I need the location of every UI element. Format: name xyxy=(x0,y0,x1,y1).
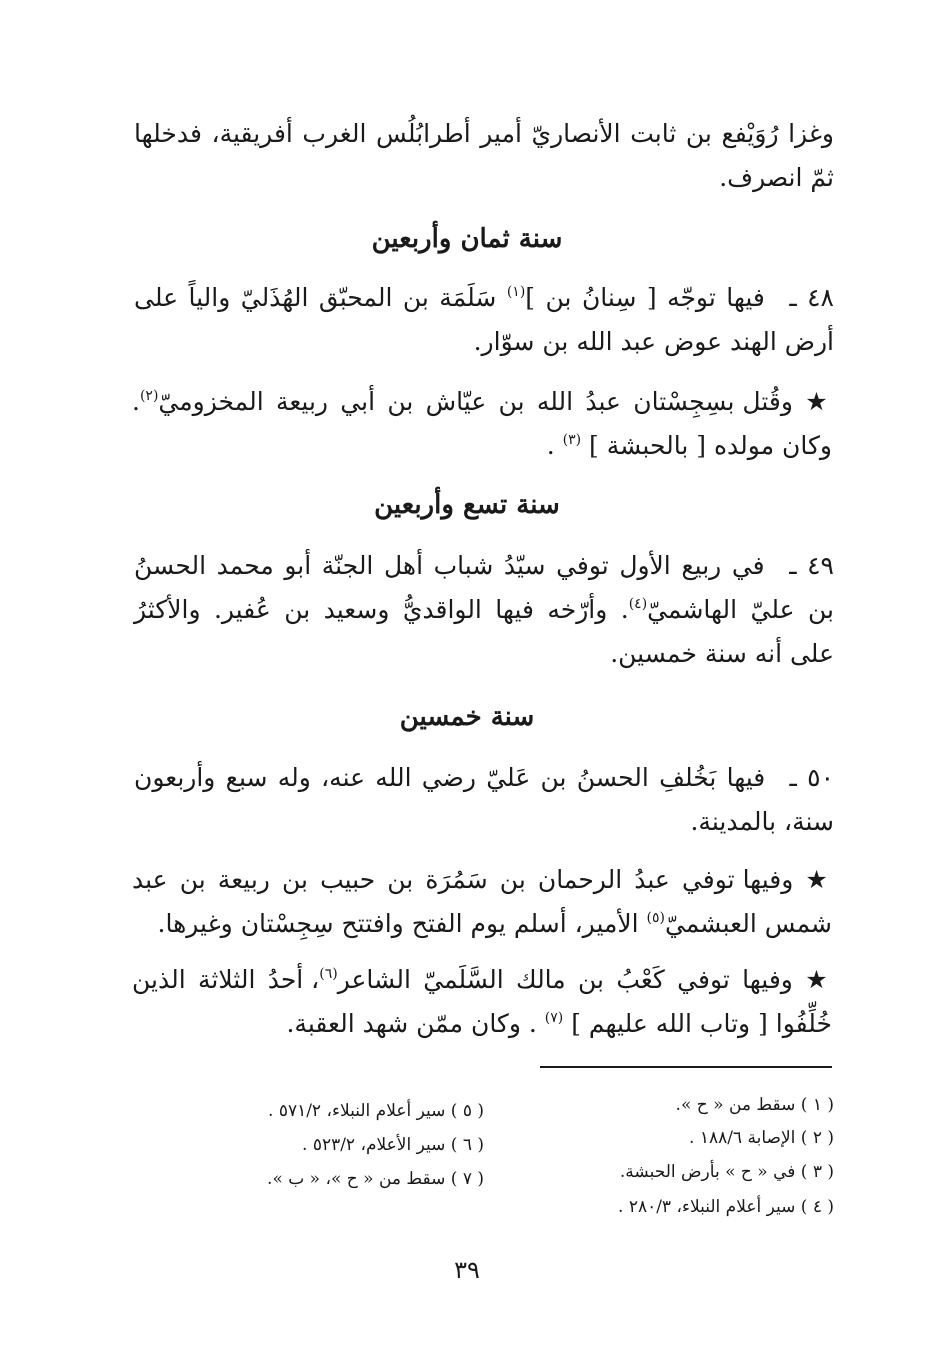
footnote-1: ( ١ ) سقط من « ح ». xyxy=(675,1095,834,1115)
paragraph-50-star-2 xyxy=(132,958,832,1046)
entry-number: ٤٩ ـ xyxy=(789,551,834,580)
footnote-ref: (١) xyxy=(506,284,526,300)
footnote-ref: (٢) xyxy=(139,388,159,404)
paragraph-50-star-1 xyxy=(132,858,832,946)
paragraph-48-star xyxy=(132,380,832,468)
paragraph-50 xyxy=(134,756,834,844)
paragraph-text: فيها بَخُلفِ الحسنُ بن عَليّ رضي الله عنه، وله سبع وأربعون سنة، بالمدينة. xyxy=(134,763,834,836)
footnote-5: ( ٥ ) سير أعلام النبلاء، ٥٧١/٢ . xyxy=(268,1101,484,1121)
footnote-ref: (٤) xyxy=(628,596,648,612)
paragraph-text: فيها توجّه [ سِنانُ بن ] xyxy=(525,283,765,312)
paragraph-text: وقُتل بسِجِسْتان عبدُ الله بن عيّاش بن أبي ربيعة المخزوميّ xyxy=(158,387,793,416)
footnote-divider xyxy=(540,1066,832,1068)
paragraph-text: الأمير، أسلم يوم الفتح وافتتح سِجِسْتان وغيرها. xyxy=(157,909,639,938)
paragraph-text: في ربيع الأول توفي سيّدُ شباب أهل الجنّة أبو محمد الحسنُ بن عليّ الهاشميّ xyxy=(134,551,834,624)
paragraph-text: وفيها توفي عبدُ الرحمان بن سَمُرَة بن حبيب بن ربيعة بن عبد شمس العبشميّ xyxy=(132,865,832,938)
footnote-ref: (٧) xyxy=(544,1010,564,1026)
paragraph-49 xyxy=(134,544,834,676)
star-marker: ★ xyxy=(805,965,832,994)
section-heading-48: سنة ثمان وأربعين xyxy=(371,224,563,254)
footnote-4: ( ٤ ) سير أعلام النبلاء، ٢٨٠/٣ . xyxy=(618,1197,834,1217)
footnote-ref: (٥) xyxy=(646,910,666,926)
paragraph-text: . xyxy=(546,431,555,460)
paragraph-text: ، أحدُ الثلاثة الذين خُلِّفُوا [ وتاب الله عليهم ] xyxy=(132,965,832,1038)
star-marker: ★ xyxy=(805,387,832,416)
entry-number: ٤٨ ـ xyxy=(789,283,834,312)
section-heading-49: سنة تسع وأربعين xyxy=(374,490,560,520)
paragraph-text: . وكان ممّن شهد العقبة. xyxy=(286,1009,537,1038)
paragraph-text: سَلَمَة بن المحبّق الهُذَليّ والياً على أرض الهند عوض عبد الله بن سوّار. xyxy=(134,283,834,356)
footnote-ref: (٣) xyxy=(562,432,582,448)
paragraph-intro xyxy=(134,112,834,200)
footnote-7: ( ٧ ) سقط من « ح »، « ب ». xyxy=(267,1169,484,1189)
star-marker: ★ xyxy=(805,865,832,894)
page-number: ٣٩ xyxy=(454,1256,480,1284)
entry-number: ٥٠ ـ xyxy=(789,763,835,792)
paragraph-text: . وأرّخه فيها الواقديُّ وسعيد بن عُفير. والأكثرُ على أنه سنة خمسين. xyxy=(134,595,834,668)
footnote-6: ( ٦ ) سير الأعلام، ٥٢٣/٢ . xyxy=(302,1135,484,1155)
paragraph-text: . وكان مولده [ بالحبشة ] xyxy=(132,387,832,460)
footnote-2: ( ٢ ) الإصابة ١٨٨/٦ . xyxy=(689,1128,834,1148)
footnote-ref: (٦) xyxy=(319,966,338,982)
footnote-3: ( ٣ ) في « ح » بأرض الحبشة. xyxy=(619,1162,834,1182)
section-heading-50: سنة خمسين xyxy=(399,702,535,732)
paragraph-text: وغزا رُوَيْفع بن ثابت الأنصاريّ أمير أطرابُلُس الغرب أفريقية، فدخلها ثمّ انصرف. xyxy=(134,119,834,192)
paragraph-text: وفيها توفي كَعْبُ بن مالك السَّلَميّ الشاعر xyxy=(337,965,793,994)
paragraph-48 xyxy=(134,276,834,364)
